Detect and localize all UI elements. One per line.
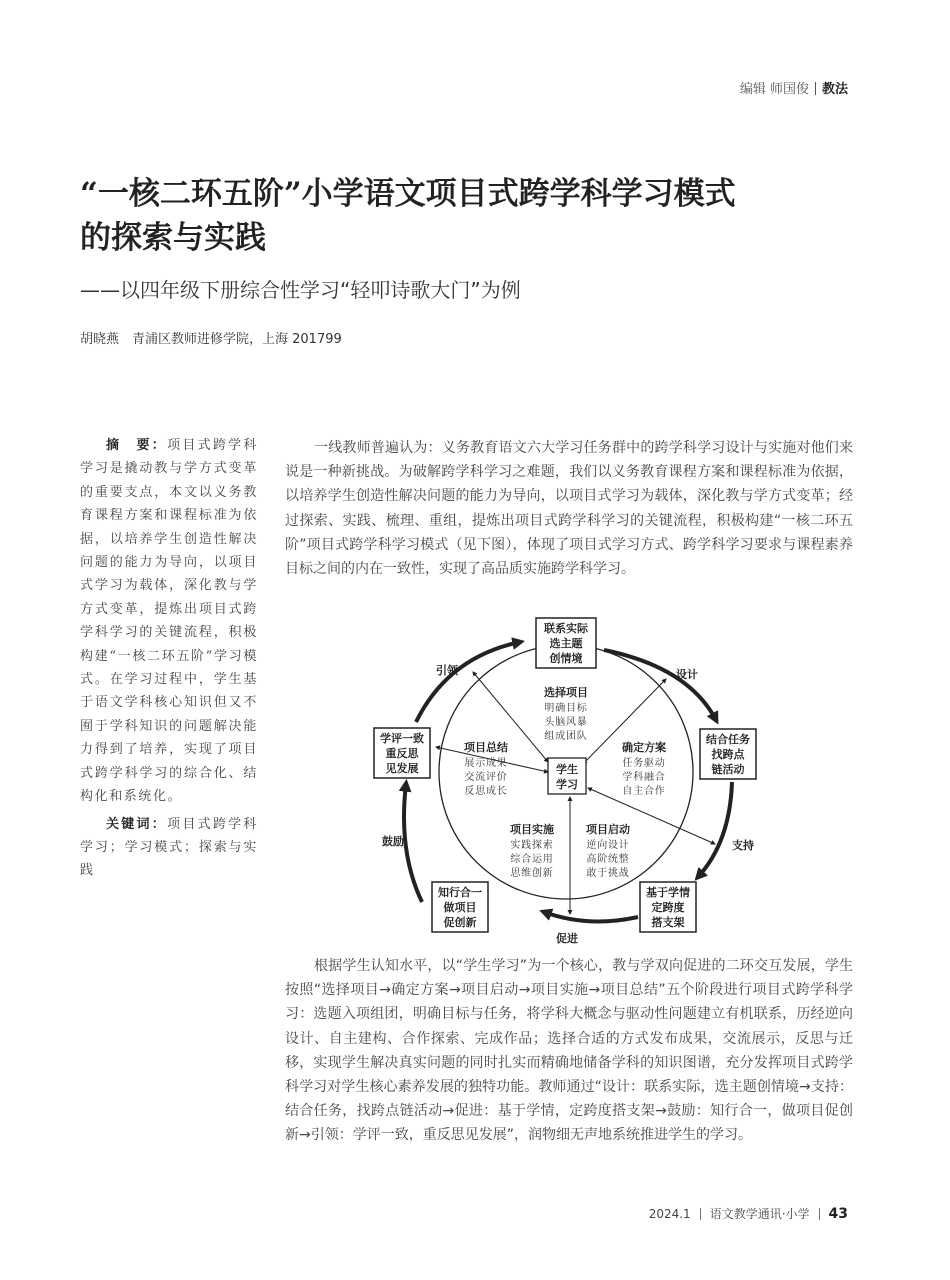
keywords-paragraph: [80, 813, 258, 883]
article-subtitle: ——以四年级下册综合性学习“轻叩诗歌大门”为例: [80, 278, 521, 302]
box-2-line-1: 结合任务: [706, 733, 750, 746]
abstract: [80, 434, 258, 883]
stage-4-item-3: 思维创新: [510, 868, 554, 879]
box-2-line-2: 找跨点: [711, 748, 745, 761]
stage-2-item-2: 学科融合: [622, 772, 666, 783]
stage-3-item-2: 高阶统整: [586, 854, 630, 865]
stage-5-item-1: 展示成果: [464, 758, 508, 769]
box-5-line-1: 学评一致: [380, 732, 424, 745]
box-1-line-3: 创情境: [549, 652, 583, 665]
page-number: 43: [828, 1206, 848, 1222]
stage-3-item-1: 逆向设计: [586, 840, 630, 851]
stage-2-title: 确定方案: [622, 741, 666, 754]
stage-4-title: 项目实施: [510, 823, 554, 836]
stage-1-item-1: 明确目标: [544, 703, 588, 714]
keywords-text: 项目式跨学科学习；学习模式；探索与实践: [80, 816, 258, 879]
stage-4-item-1: 实践探索: [510, 840, 554, 851]
author-line: 胡晓燕 青浦区教师进修学院，上海 201799: [80, 332, 342, 347]
stage-2-item-3: 自主合作: [622, 786, 666, 797]
stage-select: [544, 685, 588, 742]
header-divider: [815, 82, 816, 95]
outer-box-5: [374, 728, 430, 778]
abstract-label: 摘 要：: [106, 438, 168, 453]
page-footer: [649, 1205, 848, 1222]
stage-plan: [622, 740, 666, 797]
editor: 编辑 师国俊: [739, 82, 809, 97]
body-text-1: 一线教师普遍认为：义务教育语文六大学习任务群中的跨学科学习设计与实施对他们来说是一种新挑战。为破解跨学科学习之难题，我们以义务教育课程方案和课程标准为依据，以培养学生创造性解决问题的能力为导向，以项目式学习为载体，深化教与学方式变革；经过探索、实践、梳理、重组，提炼出项目式跨学科学习的关键流程，积极构建“一核二环五阶”项目式跨学科学习模式（见下图），体现了项目式学习方式、跨学科学习要求与课程素养目标之间的内在一致性，实现了高品质实施跨学科学习。: [285, 440, 853, 578]
footer-divider-1: [700, 1208, 701, 1220]
arrow-promote: [544, 912, 638, 921]
article-title: [80, 172, 800, 260]
stage-2-item-1: 任务驱动: [622, 758, 666, 769]
stage-launch: [586, 822, 630, 879]
box-4-line-2: 做项目: [443, 901, 477, 914]
outer-box-3: [640, 882, 696, 932]
body-paragraph-1: [285, 436, 853, 581]
footer-divider-2: [819, 1208, 820, 1220]
box-1-line-2: 选主题: [549, 637, 583, 650]
stage-3-title: 项目启动: [586, 823, 630, 836]
abstract-paragraph: [80, 434, 258, 809]
body-paragraph-2: [285, 954, 853, 1148]
title-line-2: 的探索与实践: [80, 220, 266, 256]
label-promote: 促进: [556, 932, 578, 945]
label-design: 设计: [676, 668, 698, 681]
title-line-1: “一核二环五阶”小学语文项目式跨学科学习模式: [80, 176, 736, 212]
outer-box-2: [700, 729, 756, 779]
stage-5-item-3: 反思成长: [464, 786, 508, 797]
box-4-line-1: 知行合一: [438, 886, 482, 899]
stage-5-item-2: 交流评价: [464, 772, 508, 783]
box-5-line-3: 见发展: [385, 762, 419, 775]
abstract-text: 项目式跨学科学习是撬动教与学方式变革的重要支点，本文以义务教育课程方案和课程标准为依据，以培养学生创造性解决问题的能力为导向，以项目式学习为载体，深化教与学方式变革，提炼出项目式跨学科学习的关键流程，积极构建“一核二环五阶”学习模式。在学习过程中，学生基于语文学科核心知识但又不囿于学科知识的问题解决能力得到了培养，实现了项目式跨学科学习的综合化、结构化和系统化。: [80, 438, 258, 805]
stage-3-item-3: 敢于挑战: [586, 868, 630, 879]
stage-summary: [464, 740, 508, 797]
box-3-line-3: 搭支架: [651, 916, 685, 929]
body-text-2: 根据学生认知水平，以“学生学习”为一个核心，教与学双向促进的二环交互发展，学生按照“选择项目→确定方案→项目启动→项目实施→项目总结”五个阶段进行项目式跨学科学习：选题入项组团，明确目标与任务，将学科大概念与驱动性问题建立有机联系，历经逆向设计、自主建构、合作探索、完成作品；选择合适的方式发布成果，交流展示，反思与迁移，实现学生解决真实问题的同时扎实而精确地储备学科的知识图谱，充分发挥项目式跨学科学习对学生核心素养发展的独特功能。教师通过“设计：联系实际，选主题创情境→支持：结合任务，找跨点链活动→促进：基于学情，定跨度搭支架→鼓励：知行合一，做项目促创新→引领：学评一致，重反思见发展”，润物细无声地系统推进学生的学习。: [285, 958, 853, 1144]
stage-implement: [510, 822, 554, 879]
journal-name: 语文教学通讯·小学: [709, 1207, 810, 1221]
arrow-support: [698, 782, 732, 877]
issue-number: 2024.1: [648, 1207, 691, 1221]
outer-box-1: [536, 618, 596, 668]
label-support: 支持: [732, 839, 754, 852]
keywords-label: 关键词：: [106, 816, 168, 832]
stage-5-title: 项目总结: [464, 741, 508, 754]
center-box: [548, 758, 586, 794]
box-2-line-3: 链活动: [711, 763, 745, 776]
box-3-line-1: 基于学情: [646, 886, 690, 899]
box-3-line-2: 定跨度: [651, 901, 685, 914]
box-1-line-1: 联系实际: [544, 622, 588, 635]
arrow-encourage: [404, 784, 422, 902]
box-4-line-3: 促创新: [443, 916, 477, 929]
stage-1-title: 选择项目: [544, 686, 588, 699]
outer-box-4: [432, 882, 488, 932]
learning-model-diagram: [358, 612, 768, 947]
label-encourage: 鼓励: [382, 835, 404, 848]
stage-1-item-2: 头脑风暴: [544, 717, 588, 728]
center-line-2: 学习: [556, 778, 578, 791]
label-lead: 引领: [436, 664, 458, 677]
stage-4-item-2: 综合运用: [510, 854, 554, 865]
stage-1-item-3: 组成团队: [544, 731, 588, 742]
running-header: [740, 78, 848, 97]
section-name: 教法: [821, 82, 848, 97]
box-5-line-2: 重反思: [385, 747, 419, 760]
center-line-1: 学生: [556, 763, 578, 776]
